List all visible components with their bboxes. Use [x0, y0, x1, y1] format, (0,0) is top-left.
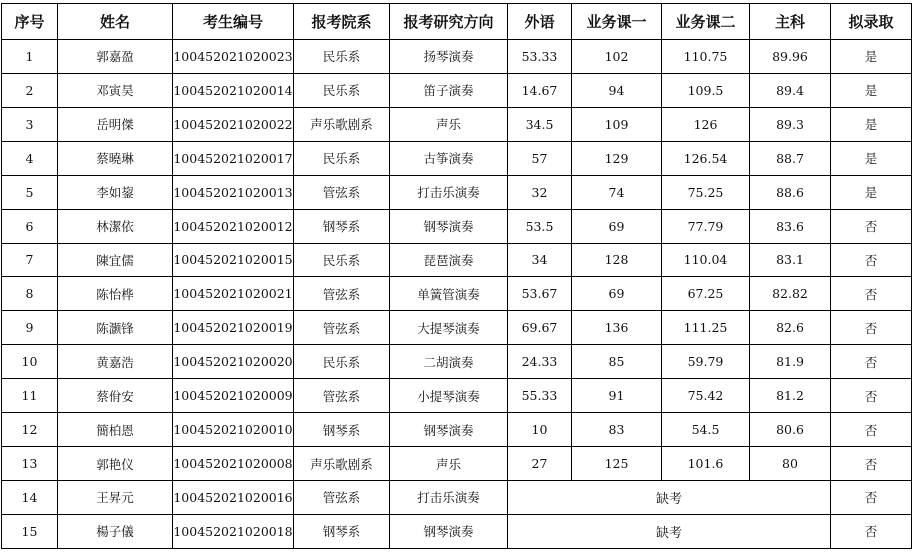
table-row — [2, 73, 912, 107]
cell-foreign-language: 32 — [508, 175, 572, 209]
cell-index: 10 — [2, 345, 58, 379]
table-row — [2, 379, 912, 413]
cell-research-direction: 大提琴演奏 — [390, 311, 508, 345]
cell-absent-note: 缺考 — [508, 514, 831, 548]
cell-major-subject: 88.7 — [750, 141, 831, 175]
cell-research-direction: 钢琴演奏 — [390, 413, 508, 447]
cell-name: 郭艳仪 — [58, 447, 173, 481]
header-candidate-id: 考生编号 — [173, 4, 294, 40]
cell-index: 6 — [2, 209, 58, 243]
cell-course-two: 67.25 — [662, 277, 750, 311]
header-foreign-language: 外语 — [508, 4, 572, 40]
cell-department: 民乐系 — [294, 73, 390, 107]
cell-major-subject: 83.6 — [750, 209, 831, 243]
cell-admission: 是 — [831, 40, 912, 74]
cell-foreign-language: 10 — [508, 413, 572, 447]
cell-foreign-language: 53.67 — [508, 277, 572, 311]
cell-research-direction: 二胡演奏 — [390, 345, 508, 379]
cell-name: 王昇元 — [58, 480, 173, 514]
cell-research-direction: 声乐 — [390, 107, 508, 141]
cell-name: 李如鋆 — [58, 175, 173, 209]
cell-candidate-id: 100452021020014 — [173, 73, 294, 107]
cell-course-two: 110.75 — [662, 40, 750, 74]
header-department: 报考院系 — [294, 4, 390, 40]
cell-department: 钢琴系 — [294, 209, 390, 243]
cell-name: 陈怡桦 — [58, 277, 173, 311]
cell-name: 黄嘉浩 — [58, 345, 173, 379]
cell-course-one: 69 — [572, 277, 662, 311]
table-row — [2, 243, 912, 277]
header-name: 姓名 — [58, 4, 173, 40]
cell-foreign-language: 53.33 — [508, 40, 572, 74]
cell-course-one: 109 — [572, 107, 662, 141]
cell-department: 管弦系 — [294, 480, 390, 514]
cell-department: 管弦系 — [294, 379, 390, 413]
cell-admission: 否 — [831, 447, 912, 481]
cell-candidate-id: 100452021020018 — [173, 514, 294, 548]
cell-candidate-id: 100452021020021 — [173, 277, 294, 311]
header-research-direction: 报考研究方向 — [390, 4, 508, 40]
table-row — [2, 311, 912, 345]
cell-course-one: 125 — [572, 447, 662, 481]
cell-major-subject: 82.6 — [750, 311, 831, 345]
cell-department: 民乐系 — [294, 40, 390, 74]
cell-major-subject: 89.4 — [750, 73, 831, 107]
cell-index: 3 — [2, 107, 58, 141]
header-major-subject: 主科 — [750, 4, 831, 40]
cell-course-two: 75.42 — [662, 379, 750, 413]
cell-major-subject: 80 — [750, 447, 831, 481]
table-row — [2, 175, 912, 209]
table-row — [2, 107, 912, 141]
table-row — [2, 277, 912, 311]
cell-research-direction: 钢琴演奏 — [390, 514, 508, 548]
cell-foreign-language: 55.33 — [508, 379, 572, 413]
cell-department: 声乐歌剧系 — [294, 107, 390, 141]
header-index: 序号 — [2, 4, 58, 40]
cell-major-subject: 80.6 — [750, 413, 831, 447]
cell-course-two: 126 — [662, 107, 750, 141]
cell-index: 13 — [2, 447, 58, 481]
cell-department: 管弦系 — [294, 311, 390, 345]
cell-course-one: 128 — [572, 243, 662, 277]
cell-research-direction: 古筝演奏 — [390, 141, 508, 175]
cell-department: 管弦系 — [294, 277, 390, 311]
cell-index: 14 — [2, 480, 58, 514]
cell-department: 钢琴系 — [294, 413, 390, 447]
cell-name: 楊子儀 — [58, 514, 173, 548]
cell-research-direction: 打击乐演奏 — [390, 175, 508, 209]
cell-index: 5 — [2, 175, 58, 209]
cell-index: 4 — [2, 141, 58, 175]
cell-research-direction: 钢琴演奏 — [390, 209, 508, 243]
cell-foreign-language: 34.5 — [508, 107, 572, 141]
cell-admission: 否 — [831, 209, 912, 243]
cell-admission: 否 — [831, 413, 912, 447]
cell-department: 钢琴系 — [294, 514, 390, 548]
table-row — [2, 480, 912, 514]
cell-major-subject: 81.2 — [750, 379, 831, 413]
header-row — [2, 4, 912, 40]
cell-index: 1 — [2, 40, 58, 74]
cell-major-subject: 82.82 — [750, 277, 831, 311]
cell-course-two: 77.79 — [662, 209, 750, 243]
table-row — [2, 413, 912, 447]
cell-course-one: 74 — [572, 175, 662, 209]
cell-index: 9 — [2, 311, 58, 345]
cell-candidate-id: 100452021020009 — [173, 379, 294, 413]
cell-name: 簡柏恩 — [58, 413, 173, 447]
cell-department: 民乐系 — [294, 141, 390, 175]
cell-foreign-language: 69.67 — [508, 311, 572, 345]
cell-candidate-id: 100452021020010 — [173, 413, 294, 447]
cell-name: 陳宜儒 — [58, 243, 173, 277]
cell-course-two: 101.6 — [662, 447, 750, 481]
cell-admission: 否 — [831, 480, 912, 514]
cell-admission: 是 — [831, 175, 912, 209]
cell-name: 蔡佾安 — [58, 379, 173, 413]
cell-course-two: 109.5 — [662, 73, 750, 107]
cell-research-direction: 琵琶演奏 — [390, 243, 508, 277]
cell-department: 管弦系 — [294, 175, 390, 209]
cell-candidate-id: 100452021020015 — [173, 243, 294, 277]
cell-major-subject: 83.1 — [750, 243, 831, 277]
cell-candidate-id: 100452021020013 — [173, 175, 294, 209]
table-row — [2, 447, 912, 481]
cell-major-subject: 88.6 — [750, 175, 831, 209]
table-row — [2, 209, 912, 243]
cell-course-one: 136 — [572, 311, 662, 345]
cell-admission: 否 — [831, 379, 912, 413]
cell-course-two: 110.04 — [662, 243, 750, 277]
cell-course-two: 75.25 — [662, 175, 750, 209]
cell-research-direction: 单簧管演奏 — [390, 277, 508, 311]
cell-candidate-id: 100452021020020 — [173, 345, 294, 379]
table-row — [2, 514, 912, 548]
cell-admission: 否 — [831, 277, 912, 311]
cell-candidate-id: 100452021020019 — [173, 311, 294, 345]
cell-admission: 否 — [831, 345, 912, 379]
header-course-two: 业务课二 — [662, 4, 750, 40]
admission-results-table — [1, 3, 912, 549]
cell-major-subject: 89.3 — [750, 107, 831, 141]
cell-major-subject: 89.96 — [750, 40, 831, 74]
cell-course-one: 94 — [572, 73, 662, 107]
cell-candidate-id: 100452021020012 — [173, 209, 294, 243]
table-row — [2, 141, 912, 175]
cell-research-direction: 小提琴演奏 — [390, 379, 508, 413]
table-body — [2, 40, 912, 549]
cell-index: 12 — [2, 413, 58, 447]
cell-course-two: 126.54 — [662, 141, 750, 175]
cell-course-one: 85 — [572, 345, 662, 379]
cell-index: 8 — [2, 277, 58, 311]
table-row — [2, 345, 912, 379]
cell-course-one: 69 — [572, 209, 662, 243]
cell-major-subject: 81.9 — [750, 345, 831, 379]
cell-name: 邓寅昊 — [58, 73, 173, 107]
cell-admission: 否 — [831, 311, 912, 345]
cell-research-direction: 声乐 — [390, 447, 508, 481]
cell-name: 岳明傑 — [58, 107, 173, 141]
cell-admission: 否 — [831, 514, 912, 548]
cell-research-direction: 扬琴演奏 — [390, 40, 508, 74]
cell-name: 蔡曉琳 — [58, 141, 173, 175]
header-admission: 拟录取 — [831, 4, 912, 40]
cell-foreign-language: 53.5 — [508, 209, 572, 243]
cell-foreign-language: 14.67 — [508, 73, 572, 107]
table-row — [2, 40, 912, 74]
cell-index: 7 — [2, 243, 58, 277]
cell-absent-note: 缺考 — [508, 480, 831, 514]
cell-name: 郭嘉盈 — [58, 40, 173, 74]
cell-course-one: 102 — [572, 40, 662, 74]
cell-research-direction: 笛子演奏 — [390, 73, 508, 107]
cell-course-two: 111.25 — [662, 311, 750, 345]
cell-course-one: 129 — [572, 141, 662, 175]
cell-admission: 是 — [831, 141, 912, 175]
cell-candidate-id: 100452021020022 — [173, 107, 294, 141]
cell-department: 民乐系 — [294, 345, 390, 379]
cell-course-two: 59.79 — [662, 345, 750, 379]
cell-name: 陈灏锋 — [58, 311, 173, 345]
cell-candidate-id: 100452021020023 — [173, 40, 294, 74]
cell-index: 2 — [2, 73, 58, 107]
cell-foreign-language: 24.33 — [508, 345, 572, 379]
cell-department: 声乐歌剧系 — [294, 447, 390, 481]
cell-index: 15 — [2, 514, 58, 548]
cell-candidate-id: 100452021020008 — [173, 447, 294, 481]
cell-foreign-language: 27 — [508, 447, 572, 481]
cell-admission: 是 — [831, 107, 912, 141]
table-header — [2, 4, 912, 40]
cell-index: 11 — [2, 379, 58, 413]
cell-foreign-language: 57 — [508, 141, 572, 175]
cell-name: 林潔依 — [58, 209, 173, 243]
cell-candidate-id: 100452021020017 — [173, 141, 294, 175]
header-course-one: 业务课一 — [572, 4, 662, 40]
cell-course-one: 83 — [572, 413, 662, 447]
cell-admission: 是 — [831, 73, 912, 107]
cell-candidate-id: 100452021020016 — [173, 480, 294, 514]
cell-course-one: 91 — [572, 379, 662, 413]
cell-course-two: 54.5 — [662, 413, 750, 447]
cell-foreign-language: 34 — [508, 243, 572, 277]
cell-department: 民乐系 — [294, 243, 390, 277]
cell-research-direction: 打击乐演奏 — [390, 480, 508, 514]
cell-admission: 否 — [831, 243, 912, 277]
